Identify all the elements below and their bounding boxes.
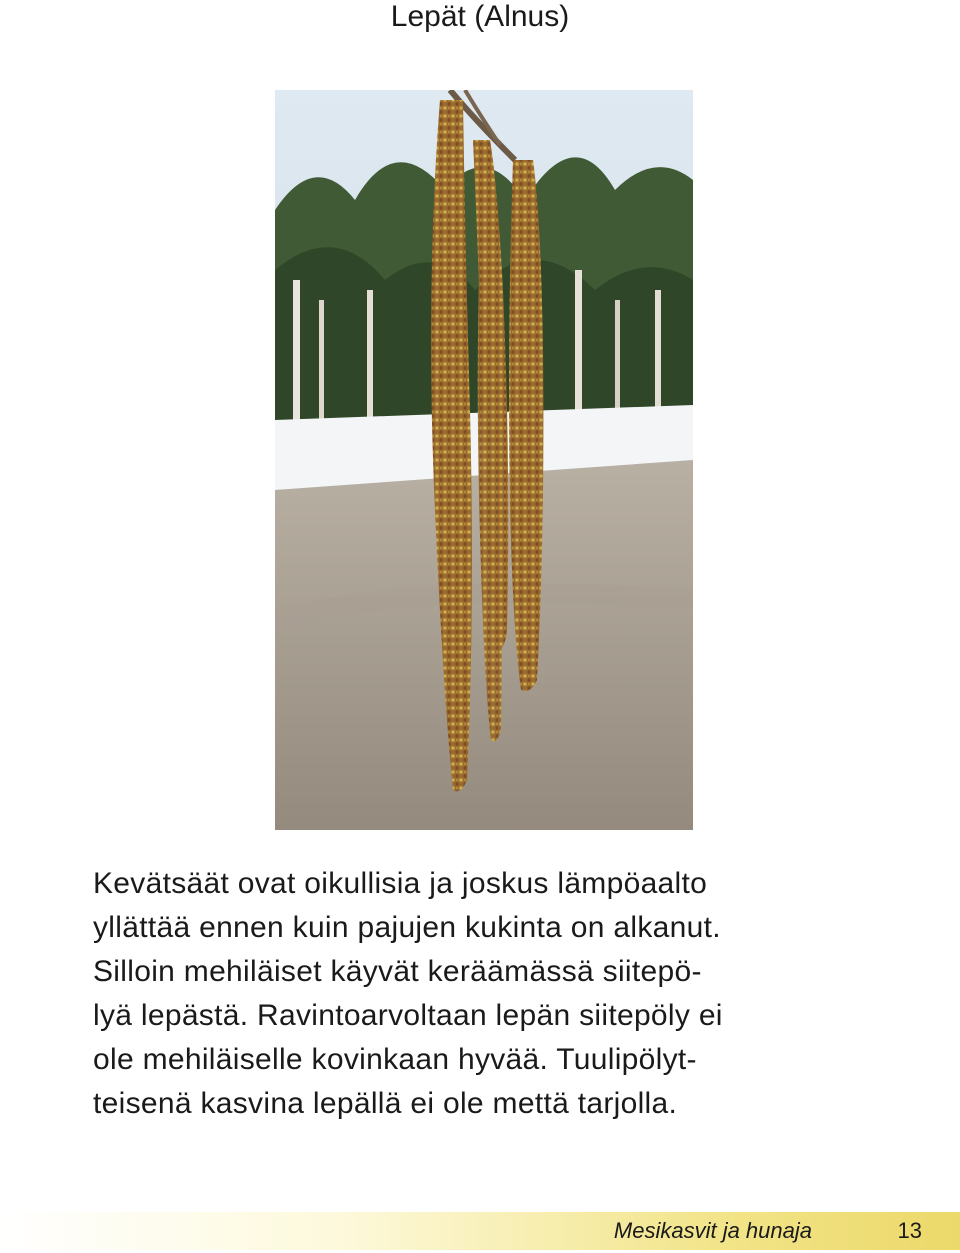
body-line: yllättää ennen kuin pajujen kukinta on alkanut. bbox=[93, 911, 721, 944]
body-line: ole mehiläiselle kovinkaan hyvää. Tuulipölyt- bbox=[93, 1043, 697, 1076]
body-line: Kevätsäät ovat oikullisia ja joskus lämpöaalto bbox=[93, 867, 708, 900]
footer-bar bbox=[0, 1212, 960, 1250]
body-line: Silloin mehiläiset käyvät keräämässä siitepö- bbox=[93, 955, 702, 988]
footer-publication-title: Mesikasvit ja hunaja bbox=[613, 1218, 812, 1243]
body-line: teisenä kasvina lepällä ei ole mettä tarjolla. bbox=[93, 1087, 678, 1120]
body-paragraph bbox=[93, 862, 883, 1126]
page-number: 13 bbox=[897, 1218, 922, 1243]
body-line: lyä lepästä. Ravintoarvoltaan lepän siitepöly ei bbox=[93, 999, 723, 1032]
page-title: Lepät (Alnus) bbox=[390, 0, 570, 33]
alder-catkins-photo bbox=[275, 90, 693, 830]
